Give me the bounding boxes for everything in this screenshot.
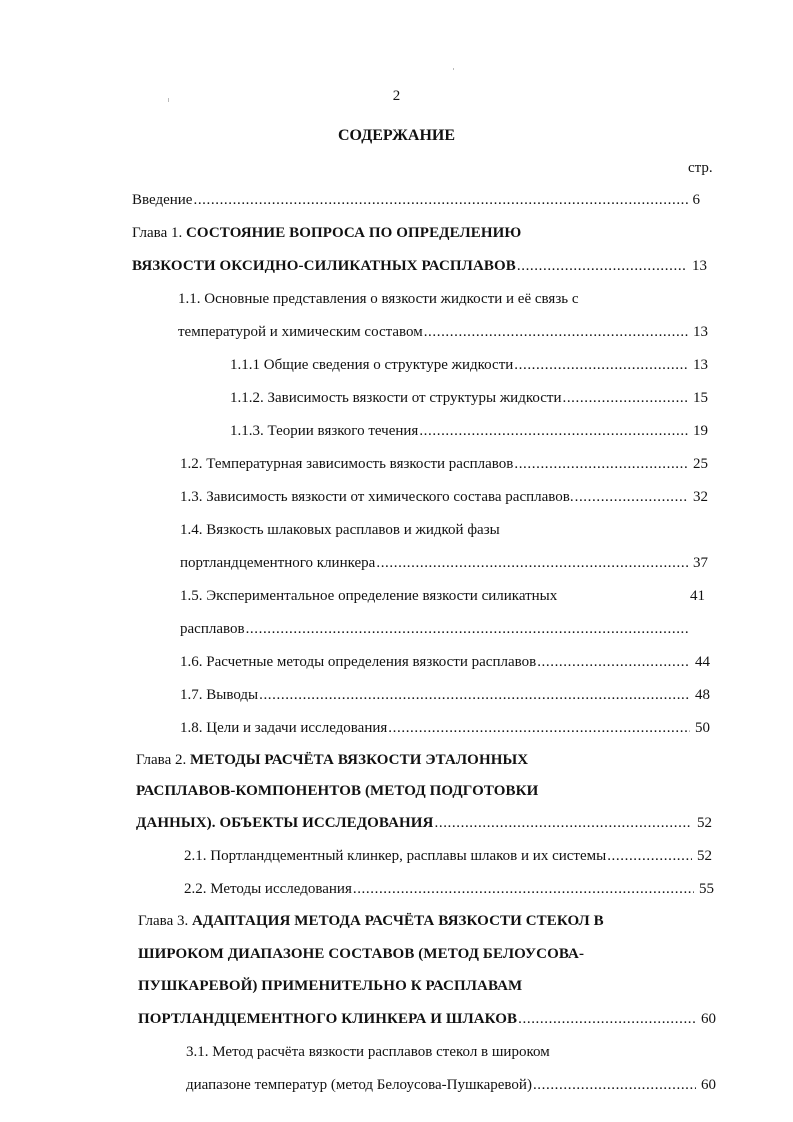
toc-entry-page: 32 [693,489,708,505]
chapter-prefix: Глава 2. [136,752,190,768]
dot-leader [537,652,690,672]
toc-entry-page: 25 [693,456,708,472]
toc-section-2-2[interactable] [184,879,714,899]
toc-entry-title: 1.2. Температурная зависимость вязкости расплавов [180,456,514,472]
toc-entry-page: 13 [693,324,708,340]
toc-entry-title: 1.3. Зависимость вязкости от химического состава расплавов. [180,489,574,505]
toc-entry-title: 2.2. Методы исследования [184,881,352,897]
toc-section-1-5-line1[interactable] [180,586,557,606]
toc-chapter-3-line4[interactable] [138,1009,716,1029]
toc-entry-page: 13 [692,258,707,274]
toc-entry-page: 55 [699,881,714,897]
scan-speck [453,68,454,70]
dot-leader [518,1009,696,1029]
dot-leader [533,1075,696,1095]
page-title: СОДЕРЖАНИЕ [337,127,456,144]
toc-entry-title: 1.5. Экспериментальное определение вязкости силикатных [180,588,558,604]
toc-chapter-3-line2[interactable]: ШИРОКОМ ДИАПАЗОНЕ СОСТАВОВ (МЕТОД БЕЛОУСОВА- [138,946,585,962]
chapter-title: АДАПТАЦИЯ МЕТОДА РАСЧЁТА ВЯЗКОСТИ СТЕКОЛ В [191,913,604,929]
toc-section-1-5-line2[interactable] [180,619,690,639]
dot-leader [388,718,690,738]
toc-chapter-2-line3[interactable] [136,813,712,833]
toc-entry-title: Введение [132,192,193,208]
toc-section-1-6[interactable] [180,652,710,672]
toc-section-1-7[interactable] [180,685,710,705]
toc-chapter-1-line2[interactable] [132,256,707,276]
toc-entry-title: 1.1. Основные представления о вязкости жидкости и её связь с [178,291,579,307]
toc-entry-page: 37 [693,555,708,571]
toc-entry-title: 1.4. Вязкость шлаковых расплавов и жидкой фазы [180,522,500,538]
toc-entry-title: температурой и химическим составом [178,324,423,340]
chapter-title: ВЯЗКОСТИ ОКСИДНО-СИЛИКАТНЫХ РАСПЛАВОВ [132,258,516,274]
toc-entry-page: 13 [693,357,708,373]
toc-section-1-8[interactable] [180,718,710,738]
dot-leader [514,454,688,474]
toc-entry-page: 50 [695,720,710,736]
toc-entry-title: портландцементного клинкера [180,555,376,571]
dot-leader [424,322,688,342]
toc-subsection-1-1-3[interactable] [230,421,708,441]
dot-leader [193,190,687,210]
dot-leader [575,487,688,507]
dot-leader [419,421,688,441]
toc-entry-page: 44 [695,654,710,670]
toc-subsection-1-1-1[interactable] [230,355,708,375]
toc-entry-title: 1.1.3. Теории вязкого течения [230,423,419,439]
dot-leader [246,619,690,639]
toc-chapter-2-line1[interactable] [136,750,528,770]
toc-entry-title: 2.1. Портландцементный клинкер, расплавы шлаков и их системы [184,848,607,864]
toc-subsection-1-1-2[interactable] [230,388,708,408]
toc-entry-title: 1.7. Выводы [180,687,259,703]
dot-leader [514,355,688,375]
page-number: 2 [392,88,401,104]
toc-entry-page: 19 [693,423,708,439]
dot-leader [607,846,692,866]
toc-entry-page: 6 [692,192,700,208]
toc-chapter-1-line1[interactable] [132,223,521,243]
toc-entry-page: 60 [701,1077,716,1093]
toc-entry-title: 1.8. Цели и задачи исследования [180,720,388,736]
dot-leader [517,256,687,276]
chapter-title: МЕТОДЫ РАСЧЁТА ВЯЗКОСТИ ЭТАЛОННЫХ [189,752,529,768]
toc-entry-title: расплавов [180,621,245,637]
toc-section-1-4-line1[interactable] [180,520,500,540]
toc-entry-title: диапазоне температур (метод Белоусова-Пушкаревой) [186,1077,532,1093]
toc-entry-intro[interactable] [132,190,700,210]
toc-entry-page: 52 [697,848,712,864]
toc-section-1-1-line2[interactable] [178,322,708,342]
toc-entry-title: 1.1.2. Зависимость вязкости от структуры жидкости [230,390,562,406]
toc-chapter-2-line2[interactable]: РАСПЛАВОВ-КОМПОНЕНТОВ (МЕТОД ПОДГОТОВКИ [136,783,539,799]
chapter-prefix: Глава 1. [132,225,186,241]
dot-leader [435,813,693,833]
toc-entry-page: 60 [701,1011,716,1027]
dot-leader [259,685,690,705]
toc-section-3-1-line1[interactable] [186,1042,550,1062]
toc-section-2-1[interactable] [184,846,712,866]
toc-entry-page: 15 [693,390,708,406]
toc-section-1-4-line2[interactable] [180,553,708,573]
dot-leader [353,879,694,899]
toc-entry-title: 1.6. Расчетные методы определения вязкости расплавов [180,654,537,670]
toc-section-1-2[interactable] [180,454,708,474]
dot-leader [562,388,688,408]
chapter-title: СОСТОЯНИЕ ВОПРОСА ПО ОПРЕДЕЛЕНИЮ [185,225,522,241]
chapter-prefix: Глава 3. [138,913,192,929]
page-column-label: стр. [688,160,713,176]
chapter-title: ПОРТЛАНДЦЕМЕНТНОГО КЛИНКЕРА И ШЛАКОВ [138,1011,518,1027]
chapter-title: ДАННЫХ). ОБЪЕКТЫ ИССЛЕДОВАНИЯ [136,815,434,831]
toc-entry-title: 3.1. Метод расчёта вязкости расплавов стекол в широком [186,1044,550,1060]
toc-entry-page: 48 [695,687,710,703]
toc-chapter-3-line3[interactable]: ПУШКАРЕВОЙ) ПРИМЕНИТЕЛЬНО К РАСПЛАВАМ [138,978,523,994]
toc-entry-page: 52 [697,815,712,831]
toc-entry-title: 1.1.1 Общие сведения о структуре жидкости [230,357,514,373]
toc-section-1-3[interactable] [180,487,708,507]
toc-section-3-1-line2[interactable] [186,1075,716,1095]
toc-chapter-3-line1[interactable] [138,911,604,931]
toc-entry-page: 41 [690,588,705,604]
toc-section-1-1-line1[interactable] [178,289,579,309]
dot-leader [376,553,688,573]
